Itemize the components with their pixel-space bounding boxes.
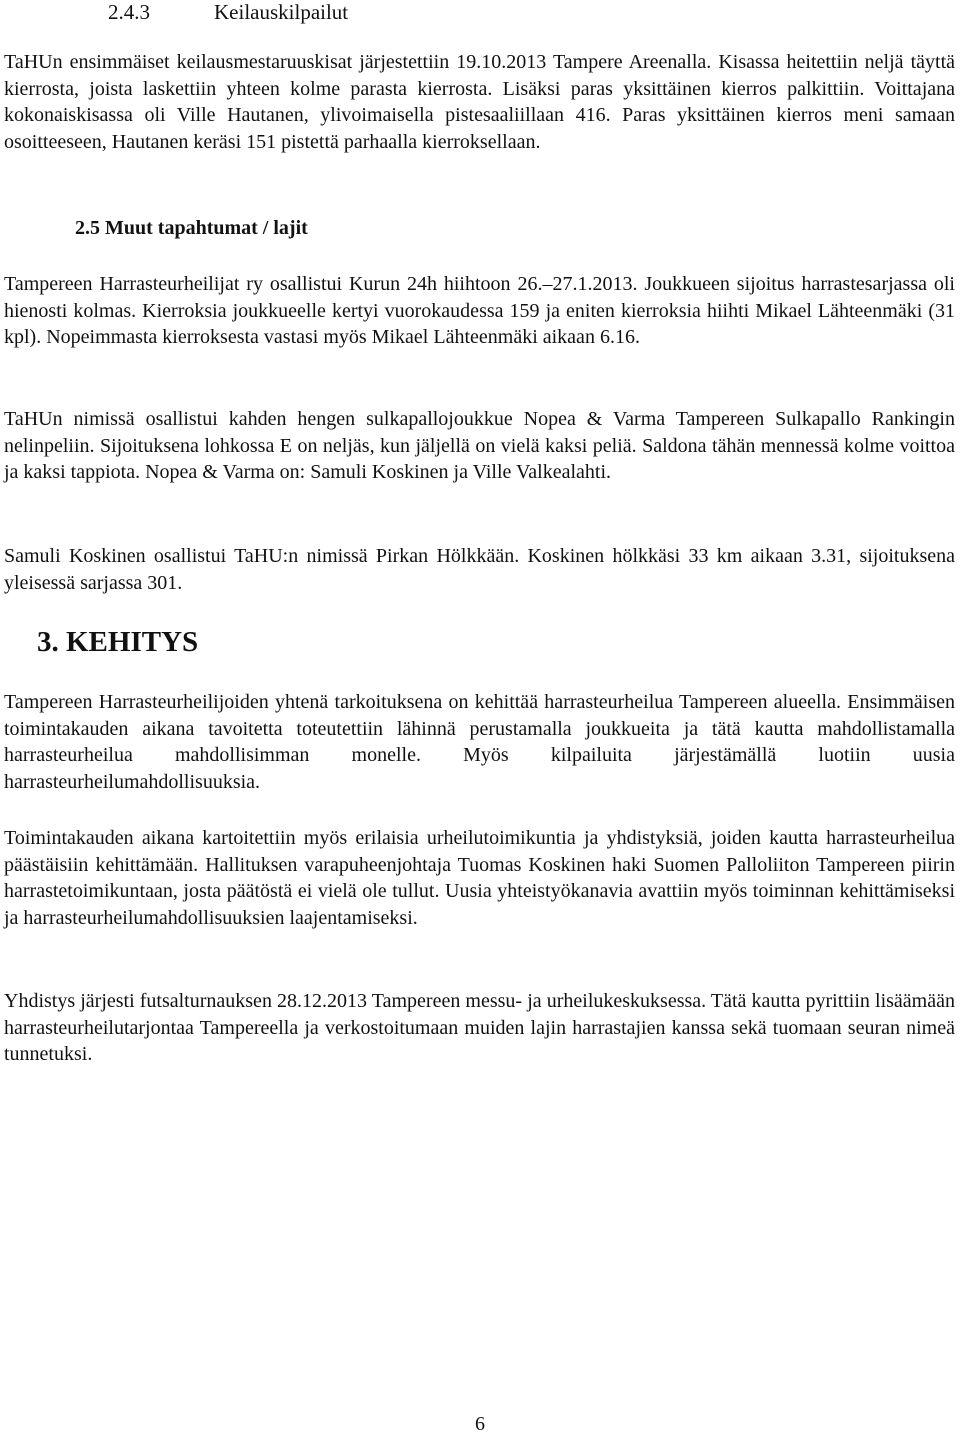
paragraph-development-1: Tampereen Harrasteurheilijoiden yhtenä tarkoituksena on kehittää harrasteurheilua Tampereen alueella. Ensimmäisen toimintakauden aikana tavoitetta toteutettiin lähinnä perustamalla joukkueita ja tätä kautta mahdollistamalla harrasteurheilua mahdollisimman monelle. Myös kilpailuita järjestämällä luotiin uusia harrasteurheilumahdollisuuksia. [4, 691, 955, 793]
section-heading-3: 3. KEHITYS [37, 626, 199, 658]
section-heading-2-4-3 [108, 0, 348, 24]
paragraph-badminton: TaHUn nimissä osallistui kahden hengen sulkapallojoukkue Nopea & Varma Tampereen Sulkapallo Rankingin nelinpeliin. Sijoituksena lohkossa E on neljäs, kun jäljellä on vielä kaksi peliä. Saldona tähän mennessä kolme voittoa ja kaksi tappiota. Nopea & Varma on: Samuli Koskinen ja Ville Valkealahti. [4, 408, 955, 483]
paragraph-development-2: Toimintakauden aikana kartoitettiin myös erilaisia urheilutoimikuntia ja yhdistyksiä, joiden kautta harrasteurheilua päästäisiin kehittämään. Hallituksen varapuheenjohtaja Tuomas Koskinen haki Suomen Palloliiton Tampereen piirin harrastetoimikuntaan, josta päätöstä ei vielä ole tullut. Uusia yhteistyökanavia avattiin myös toiminnan kehittämiseksi ja harrasteurheilumahdollisuuksien laajentamiseksi. [4, 827, 955, 929]
section-heading-2-5: 2.5 Muut tapahtumat / lajit [75, 217, 308, 239]
page-number: 6 [475, 1413, 485, 1435]
paragraph-running: Samuli Koskinen osallistui TaHU:n nimissä Pirkan Hölkkään. Koskinen hölkkäsi 33 km aikaan 3.31, sijoituksena yleisessä sarjassa 301. [4, 545, 955, 594]
paragraph-bowling: TaHUn ensimmäiset keilausmestaruuskisat järjestettiin 19.10.2013 Tampere Areenalla. Kisassa heitettiin neljä täyttä kierrosta, joista laskettiin yhteen kolme parasta kierrosta. Lisäksi paras yksittäinen kierros palkittiin. Voittajana kokonaiskisassa oli Ville Hautanen, ylivoimaisella pistesaaliillaan 416. Paras yksittäinen kierros meni samaan osoitteeseen, Hautanen keräsi 151 pistettä parhaalla kierroksellaan. [4, 51, 955, 153]
section-title: Keilauskilpailut [214, 0, 349, 24]
paragraph-development-3: Yhdistys järjesti futsalturnauksen 28.12.2013 Tampereen messu- ja urheilukeskuksessa. Tätä kautta pyrittiin lisäämään harrasteurheilutarjontaa Tampereella ja verkostoitumaan muiden lajin harrastajien kanssa sekä tuomaan seuran nimeä tunnetuksi. [4, 990, 955, 1065]
section-number: 2.4.3 [108, 0, 150, 24]
paragraph-skiing: Tampereen Harrasteurheilijat ry osallistui Kurun 24h hiihtoon 26.–27.1.2013. Joukkueen sijoitus harrastesarjassa oli hienosti kolmas. Kierroksia joukkueelle kertyi vuorokaudessa 159 ja eniten kierroksia hiihti Mikael Lähteenmäki (31 kpl). Nopeimmasta kierroksesta vastasi myös Mikael Lähteenmäki aikaan 6.16. [4, 273, 955, 348]
